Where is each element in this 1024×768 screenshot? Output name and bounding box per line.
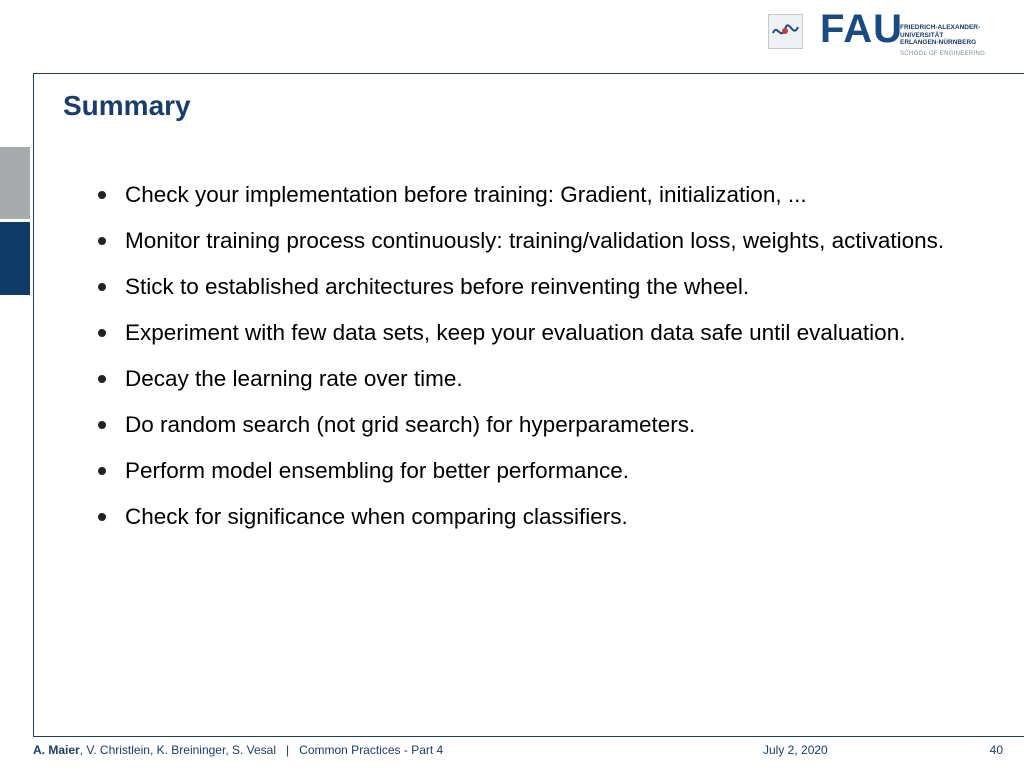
fau-school-label: SCHOOL OF ENGINEERING [900,51,986,57]
bullet-item: Stick to established architectures before reinventing the wheel. [96,268,976,305]
bullet-item: Perform model ensembling for better performance. [96,452,976,489]
slide-footer [33,743,1008,759]
bullet-item: Do random search (not grid search) for hyperparameters. [96,406,976,443]
bullet-item: Check your implementation before training: Gradient, initialization, ... [96,176,976,213]
institute-logo-icon [768,14,803,49]
bullet-item: Experiment with few data sets, keep your evaluation data safe until evaluation. [96,314,976,351]
fau-logo-mark: FAU [820,7,903,51]
footer-coauthors: , V. Christlein, K. Breininger, S. Vesal [79,743,277,757]
footer-course: Common Practices - Part 4 [299,743,444,757]
page-number: 40 [989,743,1003,757]
bullet-list [96,176,976,544]
side-tab-blue [0,222,30,295]
side-tab-gray [0,147,30,219]
footer-lead-author: A. Maier [33,743,80,757]
footer-date: July 2, 2020 [763,743,828,757]
bullet-item: Check for significance when comparing classifiers. [96,498,976,535]
bullet-item: Decay the learning rate over time. [96,360,976,397]
fau-logo-name: FRIEDRICH-ALEXANDER- UNIVERSITÄT ERLANGEN-NÜRNBERG [900,24,981,46]
footer-authors [33,743,443,757]
slide-title: Summary [63,90,191,121]
footer-separator: | [286,743,290,757]
bullet-item: Monitor training process continuously: training/validation loss, weights, activations. [96,222,976,259]
